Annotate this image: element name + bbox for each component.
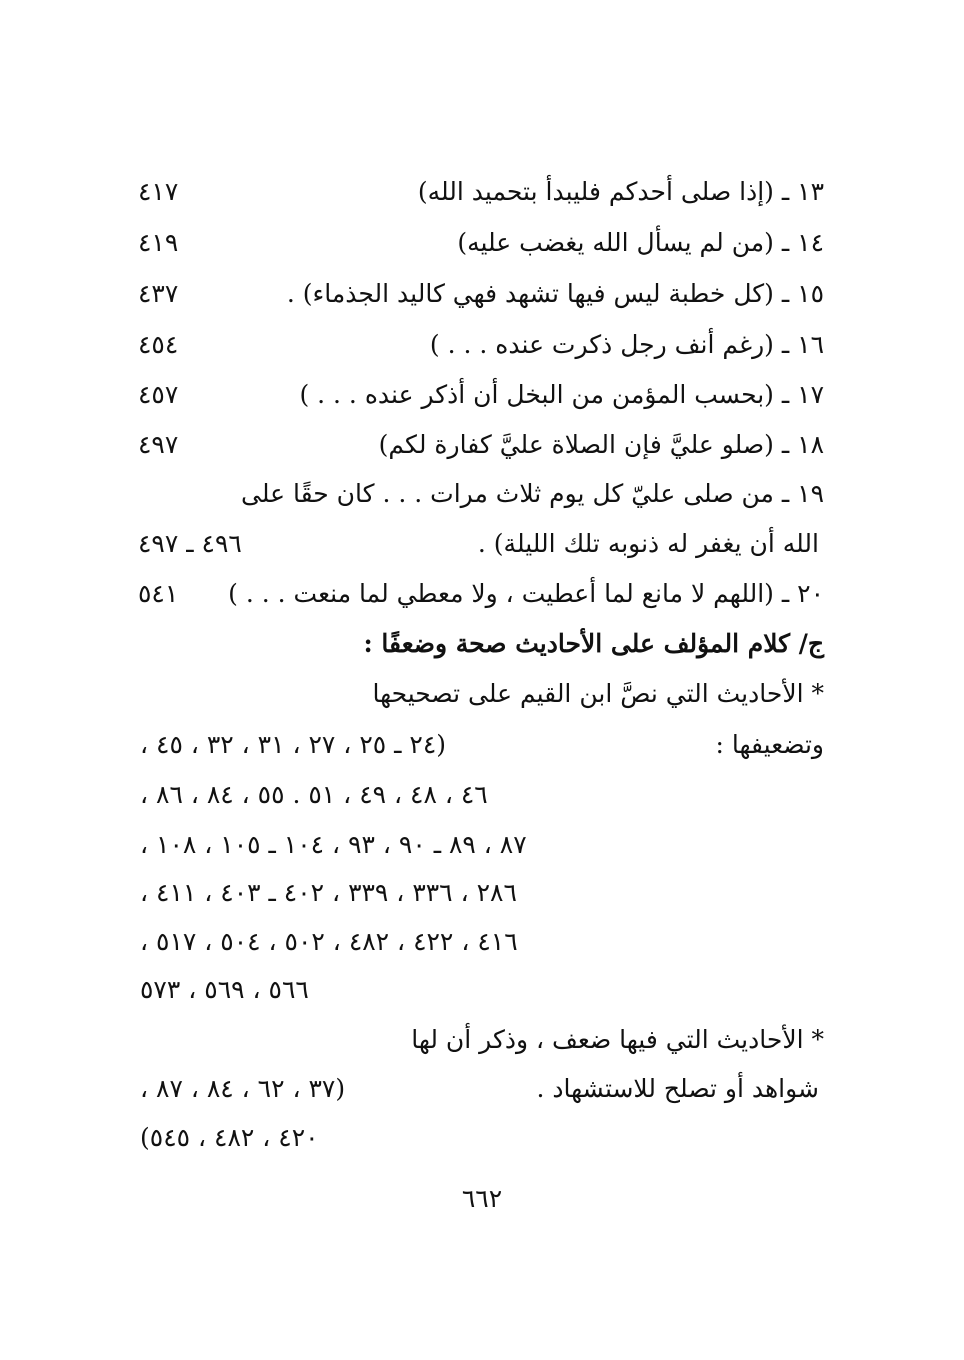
- entry-19-line-2: الله أن يغفر له ذنوبه تلك الليلة) .: [477, 529, 819, 558]
- group-1-pages-line: ٥٦٦ ، ٥٦٩ ، ٥٧٣: [140, 975, 309, 1004]
- group-2-pages-line: ٤٢٠ ، ٤٨٢ ، ٥٤٥): [140, 1123, 319, 1152]
- group-1-pages-line: ٤١٦ ، ٤٢٢ ، ٤٨٢ ، ٥٠٢ ، ٥٠٤ ، ٥١٧ ،: [140, 927, 518, 956]
- entry-page: ٤٥٧: [138, 380, 179, 409]
- group-1-pages-line: ٢٨٦ ، ٣٣٦ ، ٣٣٩ ، ٤٠٢ ـ ٤٠٣ ، ٤١١ ،: [140, 878, 517, 907]
- entry-page: ٤١٩: [138, 228, 179, 257]
- entry-page: ٤٣٧: [138, 279, 179, 308]
- group-1-line-1: * الأحاديث التي نصَّ ابن القيم على تصحيحها: [372, 679, 824, 708]
- section-heading: ج/ كلام المؤلف على الأحاديث صحة وضعفًا :: [363, 629, 824, 658]
- entry-page: ٤٩٧: [138, 430, 179, 459]
- group-2-pages-line: (٣٧ ، ٦٢ ، ٨٤ ، ٨٧ ،: [140, 1074, 346, 1103]
- entry-text: ١٧ ـ (بحسب المؤمن من البخل أن أذكر عنده . . . ): [299, 380, 824, 409]
- entry-19-line-1: ١٩ ـ من صلى عليّ كل يوم ثلاث مرات . . . كان حقًا على: [241, 479, 824, 508]
- group-2-line-1: * الأحاديث التي فيها ضعف ، وذكر أن لها: [411, 1025, 824, 1054]
- entry-page: ٤٥٤: [138, 330, 179, 359]
- entry-19-page: ٤٩٦ ـ ٤٩٧: [138, 529, 242, 558]
- group-2-line-2: شواهد أو تصلح للاستشهاد .: [536, 1074, 819, 1103]
- entry-text: ١٦ ـ (رغم أنف رجل ذكرت عنده . . . ): [429, 330, 824, 359]
- entry-page: ٤١٧: [138, 177, 179, 206]
- entry-20-text: ٢٠ ـ (اللهم لا مانع لما أعطيت ، ولا معطي لما منعت . . . ): [228, 579, 824, 608]
- entry-20-page: ٥٤١: [138, 579, 179, 608]
- entry-text: ١٤ ـ (من لم يسأل الله يغضب عليه): [457, 228, 824, 257]
- group-1-pages-line: ٨٧ ، ٨٩ ـ ٩٠ ، ٩٣ ، ١٠٤ ـ ١٠٥ ، ١٠٨ ،: [140, 830, 527, 859]
- entry-text: ١٥ ـ (كل خطبة ليس فيها تشهد فهي كاليد الجذماء) .: [286, 279, 824, 308]
- group-1-pages-line: ٤٦ ، ٤٨ ، ٤٩ ، ٥١ . ٥٥ ، ٨٤ ، ٨٦ ،: [140, 780, 488, 809]
- group-1-pages-line: (٢٤ ـ ٢٥ ، ٢٧ ، ٣١ ، ٣٢ ، ٤٥ ،: [140, 730, 447, 759]
- group-1-line-2: وتضعيفها :: [715, 730, 824, 759]
- page-number: ٦٦٢: [461, 1184, 503, 1213]
- entry-text: ١٨ ـ (صلو عليَّ فإن الصلاة عليَّ كفارة لكم): [378, 430, 824, 459]
- entry-text: ١٣ ـ (إذا صلى أحدكم فليبدأ بتحميد الله): [417, 177, 824, 206]
